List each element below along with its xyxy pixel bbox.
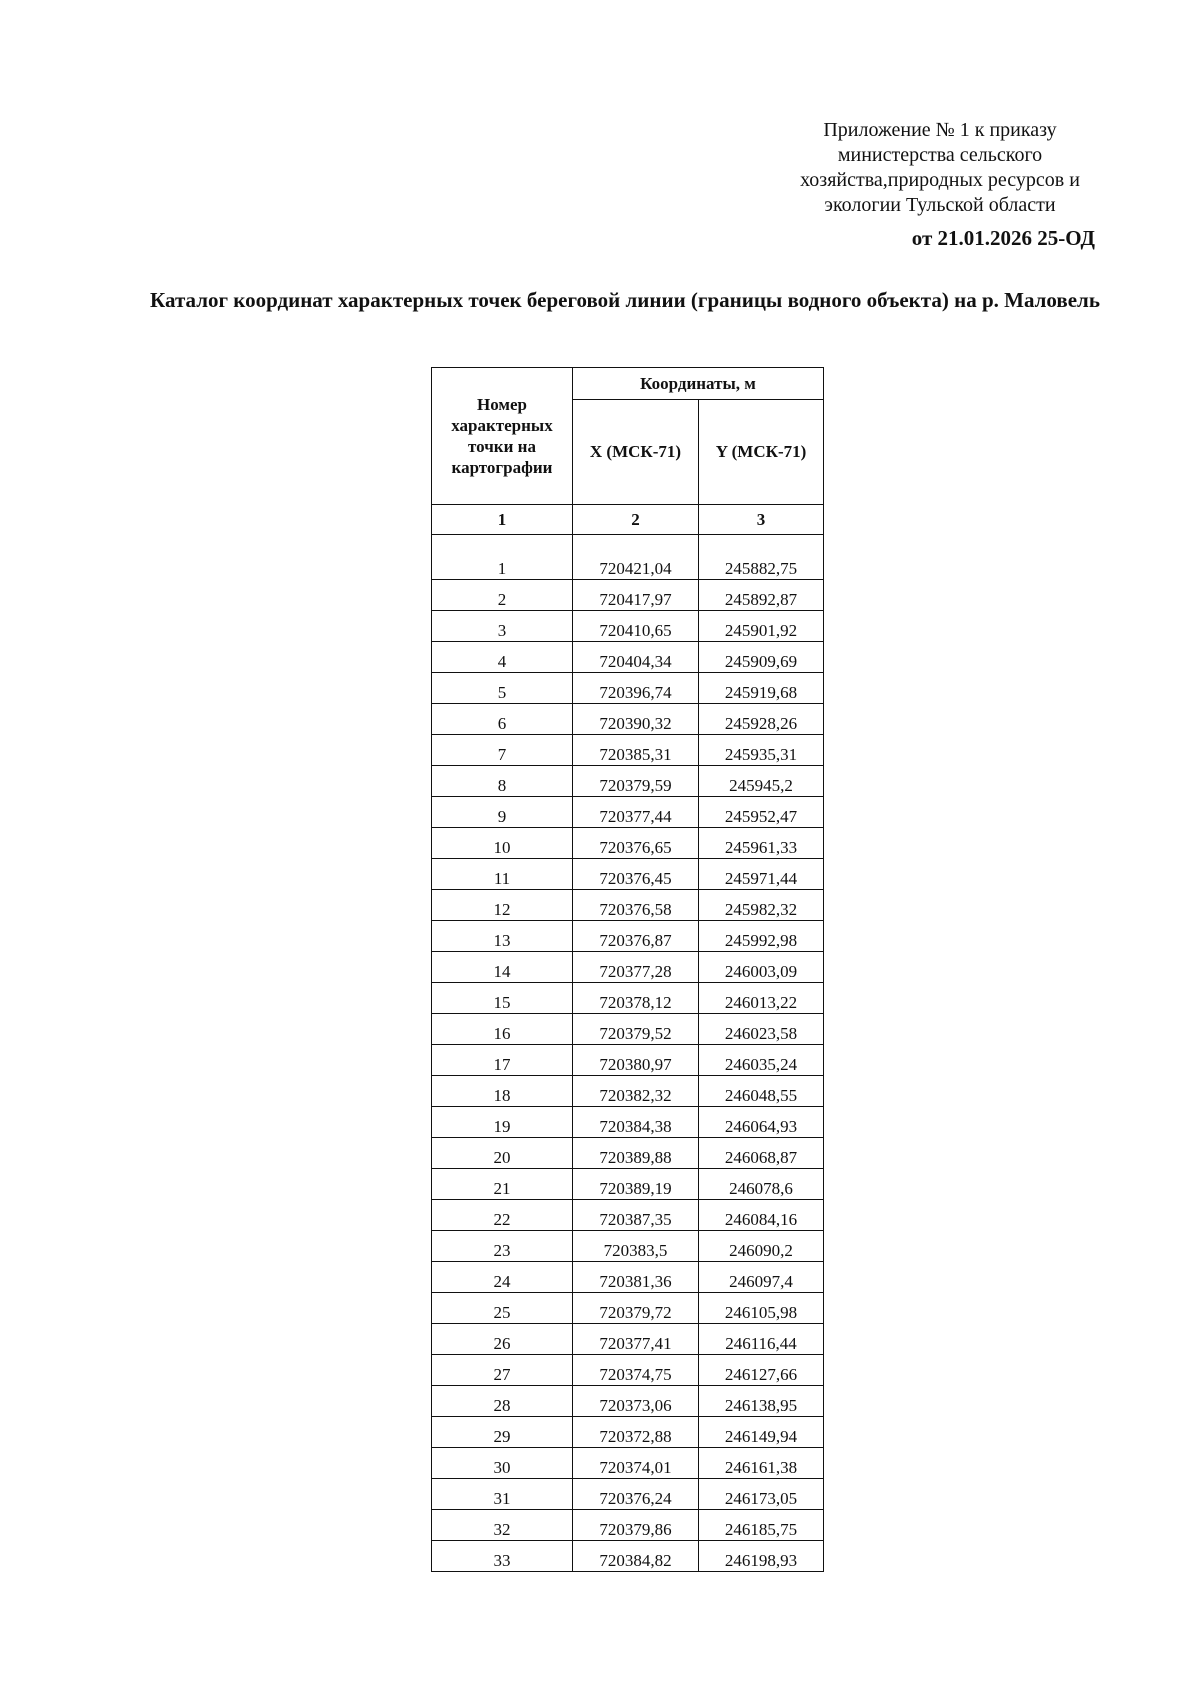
point-number-cell: 33 (432, 1541, 573, 1572)
table-row (432, 1324, 824, 1355)
table-row (432, 1386, 824, 1417)
table-row (432, 921, 824, 952)
y-coordinate-cell: 246198,93 (699, 1541, 824, 1572)
y-coordinate-cell: 246078,6 (699, 1169, 824, 1200)
point-number-cell: 2 (432, 580, 573, 611)
x-coordinate-cell: 720389,19 (573, 1169, 699, 1200)
column-number-row (432, 505, 824, 535)
y-coordinate-cell: 246138,95 (699, 1386, 824, 1417)
table-row (432, 1541, 824, 1572)
table-row (432, 580, 824, 611)
y-coordinate-cell: 245919,68 (699, 673, 824, 704)
point-number-cell: 25 (432, 1293, 573, 1324)
x-coordinate-cell: 720376,58 (573, 890, 699, 921)
column-number: 3 (699, 505, 824, 535)
y-coordinate-cell: 245945,2 (699, 766, 824, 797)
point-number-cell: 16 (432, 1014, 573, 1045)
point-number-cell: 8 (432, 766, 573, 797)
y-coordinate-cell: 245892,87 (699, 580, 824, 611)
y-coordinate-cell: 245935,31 (699, 735, 824, 766)
y-coordinate-cell: 246003,09 (699, 952, 824, 983)
point-number-cell: 5 (432, 673, 573, 704)
point-number-cell: 4 (432, 642, 573, 673)
y-coordinate-cell: 246084,16 (699, 1200, 824, 1231)
table-row (432, 1014, 824, 1045)
point-number-cell: 11 (432, 859, 573, 890)
y-coordinate-cell: 246035,24 (699, 1045, 824, 1076)
point-number-cell: 7 (432, 735, 573, 766)
y-coordinate-cell: 246013,22 (699, 983, 824, 1014)
y-coordinate-cell: 245928,26 (699, 704, 824, 735)
y-coordinate-cell: 245971,44 (699, 859, 824, 890)
x-coordinate-cell: 720376,87 (573, 921, 699, 952)
y-coordinate-cell: 246149,94 (699, 1417, 824, 1448)
x-coordinate-cell: 720372,88 (573, 1417, 699, 1448)
point-number-cell: 9 (432, 797, 573, 828)
y-coordinate-cell: 246023,58 (699, 1014, 824, 1045)
table-row (432, 983, 824, 1014)
appendix-line: министерства сельского (837, 144, 1043, 166)
document-title: Каталог координат характерных точек береговой линии (границы водного объекта) на р. Маловель (150, 288, 1100, 312)
table-body (432, 535, 824, 1572)
x-coordinate-cell: 720389,88 (573, 1138, 699, 1169)
point-number-cell: 10 (432, 828, 573, 859)
y-coordinate-cell: 246064,93 (699, 1107, 824, 1138)
point-number-cell: 6 (432, 704, 573, 735)
table-row (432, 1169, 824, 1200)
order-reference: от 21.01.2026 25-ОД (911, 226, 1095, 250)
point-number-cell: 26 (432, 1324, 573, 1355)
appendix-line: хозяйства,природных ресурсов и (800, 169, 1080, 191)
y-coordinate-cell: 246116,44 (699, 1324, 824, 1355)
y-coordinate-cell: 246090,2 (699, 1231, 824, 1262)
table-row (432, 1045, 824, 1076)
table-row (432, 1138, 824, 1169)
x-coordinate-cell: 720384,82 (573, 1541, 699, 1572)
point-number-cell: 15 (432, 983, 573, 1014)
point-number-cell: 19 (432, 1107, 573, 1138)
point-number-cell: 20 (432, 1138, 573, 1169)
table-row (432, 1293, 824, 1324)
x-coordinate-cell: 720383,5 (573, 1231, 699, 1262)
appendix-line: Приложение № 1 к приказу (823, 119, 1057, 141)
appendix-header (770, 118, 1110, 218)
x-coordinate-cell: 720380,97 (573, 1045, 699, 1076)
y-coordinate-cell: 246173,05 (699, 1479, 824, 1510)
x-coordinate-cell: 720378,12 (573, 983, 699, 1014)
point-number-cell: 22 (432, 1200, 573, 1231)
table-row (432, 735, 824, 766)
table-row (432, 1076, 824, 1107)
table-row (432, 704, 824, 735)
table-row (432, 859, 824, 890)
table-row (432, 611, 824, 642)
table-row (432, 673, 824, 704)
table-row (432, 642, 824, 673)
table-row (432, 1200, 824, 1231)
x-coordinate-cell: 720374,75 (573, 1355, 699, 1386)
x-coordinate-cell: 720387,35 (573, 1200, 699, 1231)
y-coordinate-cell: 245952,47 (699, 797, 824, 828)
point-number-cell: 23 (432, 1231, 573, 1262)
point-number-cell: 32 (432, 1510, 573, 1541)
y-coordinate-cell: 245961,33 (699, 828, 824, 859)
point-number-cell: 3 (432, 611, 573, 642)
coordinates-header: Координаты, м (573, 368, 824, 400)
y-coordinate-cell: 245882,75 (699, 535, 824, 580)
column-number: 2 (573, 505, 699, 535)
table-row (432, 1417, 824, 1448)
y-column-header: Y (МСК-71) (699, 400, 824, 505)
x-coordinate-cell: 720384,38 (573, 1107, 699, 1138)
x-coordinate-cell: 720377,41 (573, 1324, 699, 1355)
x-coordinate-cell: 720379,72 (573, 1293, 699, 1324)
table-row (432, 828, 824, 859)
x-coordinate-cell: 720379,59 (573, 766, 699, 797)
x-coordinate-cell: 720421,04 (573, 535, 699, 580)
x-coordinate-cell: 720417,97 (573, 580, 699, 611)
table-row (432, 952, 824, 983)
point-number-cell: 13 (432, 921, 573, 952)
point-number-cell: 21 (432, 1169, 573, 1200)
point-number-cell: 17 (432, 1045, 573, 1076)
table-row (432, 797, 824, 828)
table-row (432, 1262, 824, 1293)
y-coordinate-cell: 246105,98 (699, 1293, 824, 1324)
y-coordinate-cell: 246048,55 (699, 1076, 824, 1107)
x-coordinate-cell: 720377,44 (573, 797, 699, 828)
x-coordinate-cell: 720396,74 (573, 673, 699, 704)
x-coordinate-cell: 720374,01 (573, 1448, 699, 1479)
y-coordinate-cell: 245992,98 (699, 921, 824, 952)
table-row (432, 1107, 824, 1138)
point-number-cell: 12 (432, 890, 573, 921)
column-number: 1 (432, 505, 573, 535)
point-number-cell: 30 (432, 1448, 573, 1479)
x-coordinate-cell: 720390,32 (573, 704, 699, 735)
y-coordinate-cell: 246127,66 (699, 1355, 824, 1386)
x-coordinate-cell: 720376,24 (573, 1479, 699, 1510)
x-coordinate-cell: 720410,65 (573, 611, 699, 642)
table-row (432, 1355, 824, 1386)
table-row (432, 890, 824, 921)
x-coordinate-cell: 720379,52 (573, 1014, 699, 1045)
x-coordinate-cell: 720376,65 (573, 828, 699, 859)
y-coordinate-cell: 246161,38 (699, 1448, 824, 1479)
table-row (432, 1231, 824, 1262)
x-coordinate-cell: 720404,34 (573, 642, 699, 673)
y-coordinate-cell: 246097,4 (699, 1262, 824, 1293)
point-number-cell: 28 (432, 1386, 573, 1417)
x-coordinate-cell: 720381,36 (573, 1262, 699, 1293)
point-number-cell: 18 (432, 1076, 573, 1107)
x-coordinate-cell: 720385,31 (573, 735, 699, 766)
table-row (432, 766, 824, 797)
point-number-cell: 24 (432, 1262, 573, 1293)
x-column-header: X (МСК-71) (573, 400, 699, 505)
point-number-header: Номер характерных точки на картографии (432, 368, 573, 505)
y-coordinate-cell: 245982,32 (699, 890, 824, 921)
x-coordinate-cell: 720376,45 (573, 859, 699, 890)
point-number-cell: 1 (432, 535, 573, 580)
y-coordinate-cell: 245909,69 (699, 642, 824, 673)
point-number-cell: 29 (432, 1417, 573, 1448)
x-coordinate-cell: 720382,32 (573, 1076, 699, 1107)
point-number-cell: 31 (432, 1479, 573, 1510)
table-row (432, 1479, 824, 1510)
appendix-line: экологии Тульской области (824, 194, 1056, 216)
point-number-cell: 27 (432, 1355, 573, 1386)
x-coordinate-cell: 720377,28 (573, 952, 699, 983)
x-coordinate-cell: 720373,06 (573, 1386, 699, 1417)
table-row (432, 1448, 824, 1479)
y-coordinate-cell: 245901,92 (699, 611, 824, 642)
table-row (432, 1510, 824, 1541)
y-coordinate-cell: 246068,87 (699, 1138, 824, 1169)
y-coordinate-cell: 246185,75 (699, 1510, 824, 1541)
coordinates-table (431, 367, 824, 1572)
table-row (432, 535, 824, 580)
x-coordinate-cell: 720379,86 (573, 1510, 699, 1541)
point-number-cell: 14 (432, 952, 573, 983)
